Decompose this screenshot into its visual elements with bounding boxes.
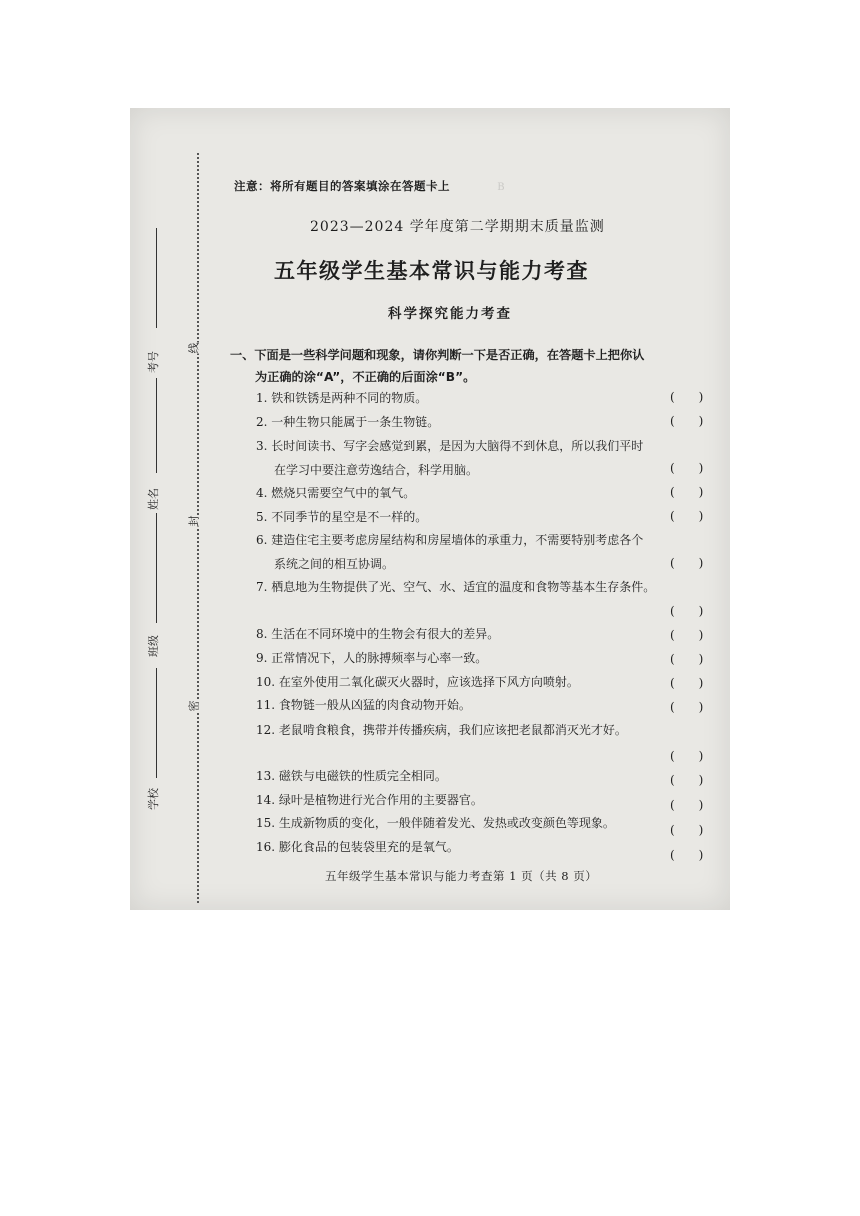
question-item: 15. 生成新物质的变化，一般伴随着发光、发热或改变颜色等现象。 xyxy=(256,816,615,830)
answer-parentheses: () xyxy=(670,556,728,570)
binding-seal-mark: 封 xyxy=(184,516,204,527)
name-blank xyxy=(156,378,157,473)
school-label: 学校 xyxy=(147,788,160,810)
answer-notice: 注意：将所有题目的答案填涂在答题卡上 xyxy=(234,179,450,193)
school-blank xyxy=(156,668,157,778)
answer-parentheses: () xyxy=(670,823,728,837)
term-title: 2023—2024 学年度第二学期期末质量监测 xyxy=(310,219,605,235)
answer-parentheses: () xyxy=(670,414,728,428)
answer-parentheses: () xyxy=(670,773,728,787)
answer-parentheses: () xyxy=(670,604,728,618)
question-item: 14. 绿叶是植物进行光合作用的主要器官。 xyxy=(256,793,483,807)
section-instruction-cont: 为正确的涂“A”，不正确的后面涂“B”。 xyxy=(255,370,476,384)
bleed-through-text: A B xyxy=(430,182,545,193)
answer-parentheses: () xyxy=(670,652,728,666)
binding-secret-mark: 密 xyxy=(184,701,204,712)
exam-main-title: 五年级学生基本常识与能力考查 xyxy=(274,259,589,283)
question-item: 13. 磁铁与电磁铁的性质完全相同。 xyxy=(256,769,447,783)
question-item: 12. 老鼠啃食粮食，携带并传播疾病，我们应该把老鼠都消灭光才好。 xyxy=(256,723,627,737)
answer-parentheses: () xyxy=(670,749,728,763)
question-item: 1. 铁和铁锈是两种不同的物质。 xyxy=(256,391,428,405)
question-item: 2. 一种生物只能属于一条生物链。 xyxy=(256,415,440,429)
exam-no-label: 考号 xyxy=(147,351,160,373)
binding-dotted-line xyxy=(197,153,199,903)
answer-parentheses: () xyxy=(670,485,728,499)
question-item: 5. 不同季节的星空是不一样的。 xyxy=(256,510,428,524)
name-label: 姓名 xyxy=(147,488,160,510)
answer-parentheses: () xyxy=(670,628,728,642)
section-one-heading xyxy=(230,344,705,388)
section-instruction: 一、下面是一些科学问题和现象，请你判断一下是否正确，在答题卡上把你认 xyxy=(230,348,645,362)
question-item: 3. 长时间读书、写字会感觉到累，是因为大脑得不到休息，所以我们平时 在学习中要注意劳逸结合，科学用脑。 xyxy=(256,439,644,477)
question-item: 9. 正常情况下，人的脉搏频率与心率一致。 xyxy=(256,651,488,665)
answer-parentheses: () xyxy=(670,509,728,523)
question-item: 16. 膨化食品的包装袋里充的是氧气。 xyxy=(256,840,459,854)
class-label: 班级 xyxy=(147,635,160,657)
question-item: 4. 燃烧只需要空气中的氧气。 xyxy=(256,486,416,500)
answer-parentheses: () xyxy=(670,676,728,690)
answer-parentheses: () xyxy=(670,461,728,475)
exam-no-blank xyxy=(156,228,157,328)
page-footer: 五年级学生基本常识与能力考查第 1 页（共 8 页） xyxy=(325,869,598,883)
class-blank xyxy=(156,513,157,623)
question-item: 8. 生活在不同环境中的生物会有很大的差异。 xyxy=(256,627,500,641)
answer-parentheses: () xyxy=(670,700,728,714)
answer-parentheses: () xyxy=(670,798,728,812)
exam-sheet xyxy=(130,108,730,910)
section-sub-title: 科学探究能力考查 xyxy=(388,306,512,322)
question-item: 6. 建造住宅主要考虑房屋结构和房屋墙体的承重力，不需要特别考虑各个 系统之间的相互协调。 xyxy=(256,533,644,571)
question-item: 10. 在室外使用二氧化碳灭火器时，应该选择下风方向喷射。 xyxy=(256,675,579,689)
answer-parentheses: () xyxy=(670,390,728,404)
binding-line-mark: 线 xyxy=(184,343,204,354)
answer-parentheses: () xyxy=(670,848,728,862)
question-item: 7. 栖息地为生物提供了光、空气、水、适宜的温度和食物等基本生存条件。 xyxy=(256,580,656,594)
question-item: 11. 食物链一般从凶猛的肉食动物开始。 xyxy=(256,698,471,712)
